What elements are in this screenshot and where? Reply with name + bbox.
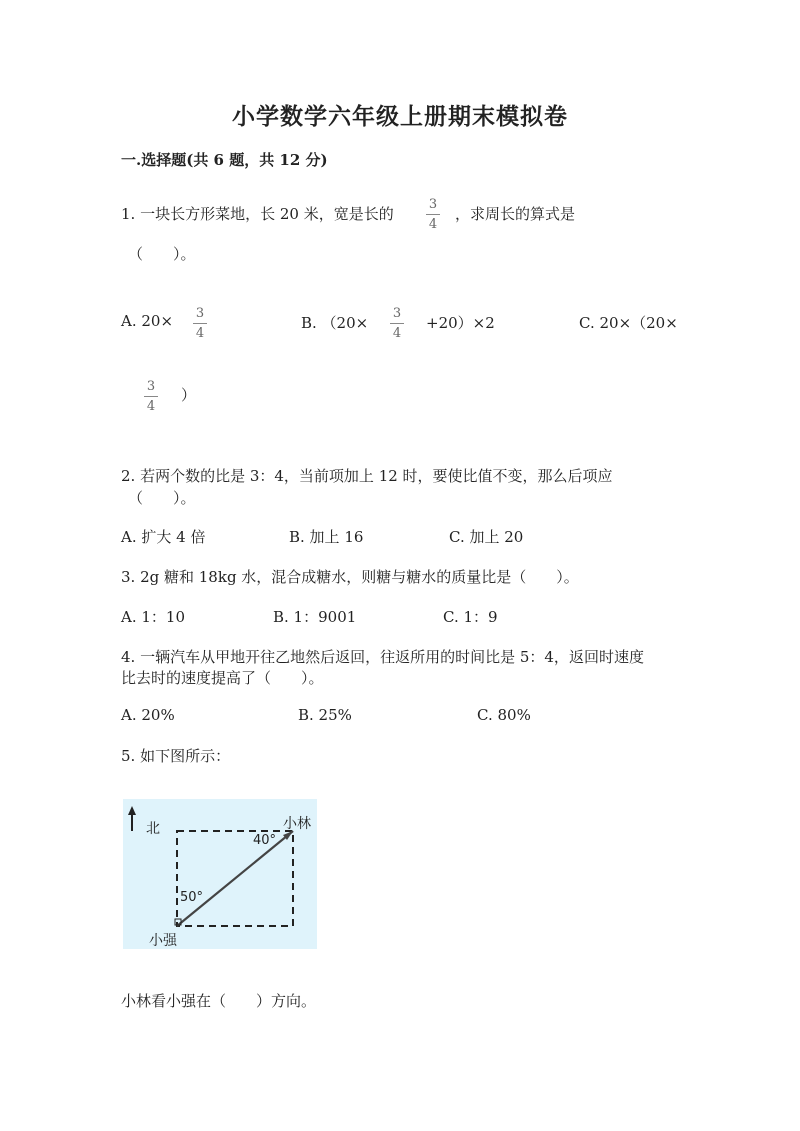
- fraction-denominator: 4: [146, 399, 156, 414]
- fraction: [389, 306, 405, 341]
- fraction-numerator: 3: [146, 379, 156, 394]
- angle-label-bottom: 50°: [180, 890, 204, 905]
- fraction: [425, 197, 441, 232]
- option-1b-cont: +20）×2: [426, 314, 495, 332]
- angle-label-top: 40°: [253, 833, 277, 848]
- fraction-denominator: 4: [392, 326, 402, 341]
- option-4b: B. 25%: [298, 706, 352, 724]
- option-1a: A. 20×: [121, 312, 174, 330]
- option-2b: B. 加上 16: [289, 528, 364, 546]
- fraction-bar: [144, 396, 158, 397]
- fraction-bar: [426, 214, 440, 215]
- question-4-text-cont: 比去时的速度提高了（ ）。: [121, 669, 324, 687]
- page-title: 小学数学六年级上册期末模拟卷: [232, 103, 568, 130]
- option-2c: C. 加上 20: [449, 528, 524, 546]
- question-1-blank: （ ）。: [128, 245, 196, 263]
- option-3c: C. 1：9: [443, 608, 498, 626]
- fraction-bar: [390, 323, 404, 324]
- fraction-denominator: 4: [195, 326, 205, 341]
- question-2-text: 2. 若两个数的比是 3：4，当前项加上 12 时，要使比值不变，那么后项应: [121, 467, 613, 485]
- option-3b: B. 1：9001: [273, 608, 357, 626]
- fraction-bar: [193, 323, 207, 324]
- option-2a: A. 扩大 4 倍: [121, 528, 206, 546]
- fraction-numerator: 3: [392, 306, 402, 321]
- question-1-text: 1. 一块长方形菜地，长 20 米，宽是长的: [121, 205, 394, 223]
- question-2-blank: （ ）。: [128, 489, 196, 507]
- fraction-denominator: 4: [428, 217, 438, 232]
- question-3-text: 3. 2g 糖和 18kg 水，混合成糖水，则糖与糖水的质量比是（ ）。: [121, 568, 579, 586]
- option-3a: A. 1：10: [121, 608, 185, 626]
- option-4a: A. 20%: [121, 706, 175, 724]
- fraction-numerator: 3: [428, 197, 438, 212]
- fraction-numerator: 3: [195, 306, 205, 321]
- fraction: [192, 306, 208, 341]
- north-label: 北: [146, 821, 160, 837]
- question-4-text: 4. 一辆汽车从甲地开往乙地然后返回，往返所用的时间比是 5：4，返回时速度: [121, 648, 644, 666]
- question-1-text-cont: ，求周长的算式是: [455, 205, 576, 223]
- north-arrow-head: [128, 806, 136, 815]
- option-1c: C. 20×（20×: [579, 314, 678, 332]
- option-1b: B. （20×: [301, 314, 369, 332]
- fraction: [143, 379, 159, 414]
- direction-figure: [123, 799, 317, 949]
- option-1c-cont: ）: [181, 386, 197, 404]
- option-4c: C. 80%: [477, 706, 531, 724]
- top-point-label: 小林: [283, 816, 311, 832]
- section-heading: 一.选择题(共 6 题，共 12 分): [121, 151, 328, 169]
- bottom-point-label: 小强: [149, 933, 177, 949]
- question-5-prompt: 小林看小强在（ ）方向。: [121, 992, 317, 1010]
- question-5-text: 5. 如下图所示：: [121, 747, 231, 765]
